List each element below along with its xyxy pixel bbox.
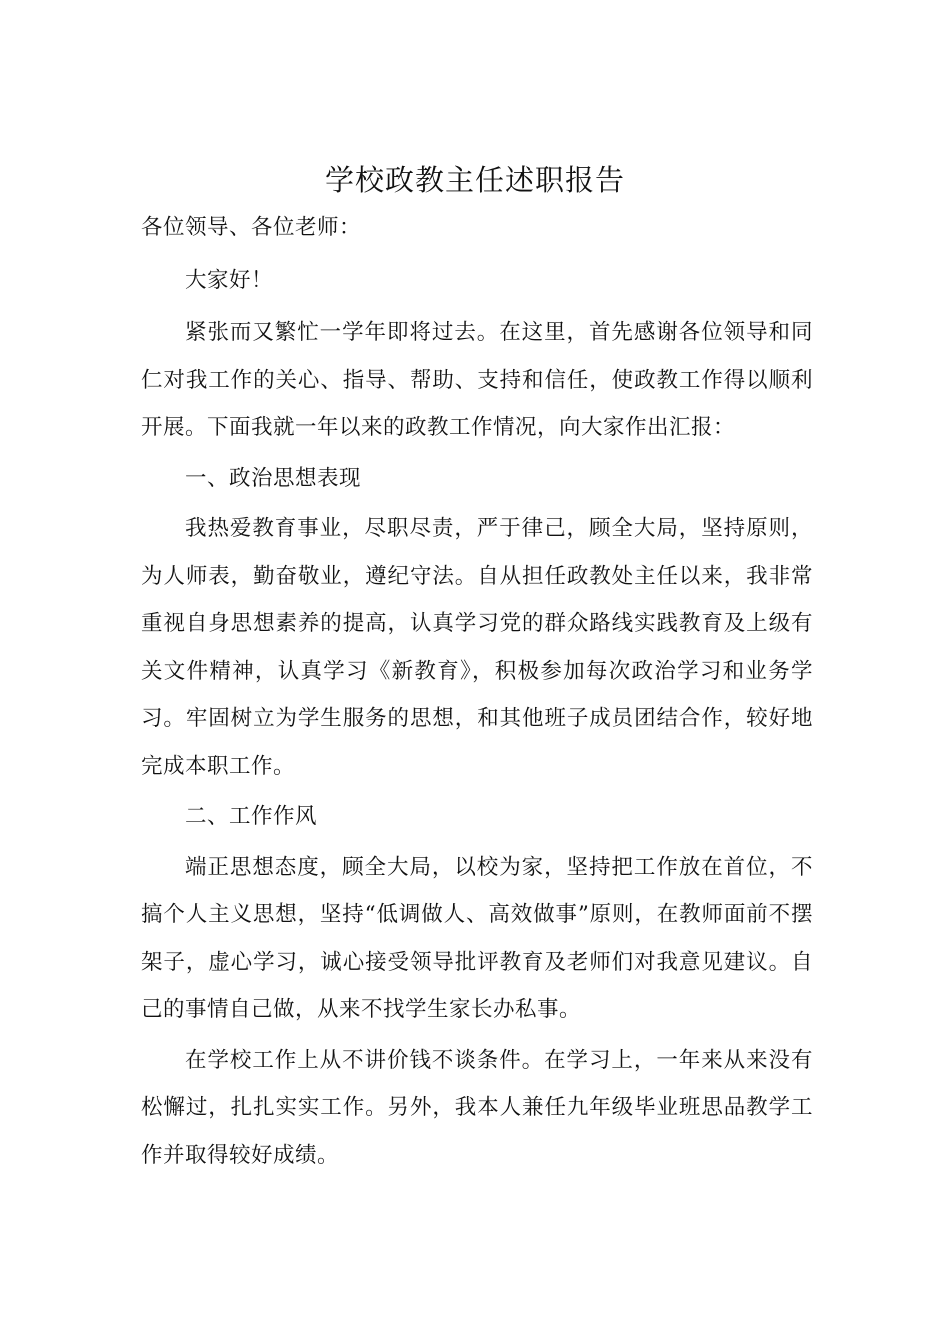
paragraph-intro: 紧张而又繁忙一学年即将过去。在这里，首先感谢各位领导和同仁对我工作的关心、指导、帮助、支持和信任，使政教工作得以顺利开展。下面我就一年以来的政教工作情况，向大家作出汇报：	[141, 320, 813, 440]
paragraph-work-style: 端正思想态度，顾全大局，以校为家，坚持把工作放在首位，不搞个人主义思想，坚持“低调做人、高效做事”原则，在教师面前不摆架子，虚心学习，诚心接受领导批评教育及老师们对我意见建议。自己的事情自己做，从来不找学生家长办私事。	[141, 854, 813, 1022]
salutation: 各位领导、各位老师：	[141, 215, 362, 240]
document-body	[141, 204, 813, 1182]
greeting: 大家好！	[185, 267, 274, 293]
paragraph-political: 我热爱教育事业，尽职尽责，严于律己，顾全大局，坚持原则，为人师表，勤奋敬业，遵纪守法。自从担任政教处主任以来，我非常重视自身思想素养的提高，认真学习党的群众路线实践教育及上级有关文件精神，认真学习《新教育》，积极参加每次政治学习和业务学习。牢固树立为学生服务的思想，和其他班子成员团结合作，较好地完成本职工作。	[141, 516, 813, 779]
section-heading-work-style: 二、工作作风	[185, 804, 318, 829]
section-heading-political: 一、政治思想表现	[185, 465, 362, 491]
paragraph-study: 在学校工作上从不讲价钱不谈条件。在学习上，一年来从来没有松懈过，扎扎实实工作。另外，我本人兼任九年级毕业班思品教学工作并取得较好成绩。	[141, 1047, 813, 1168]
document-title: 学校政教主任述职报告	[324, 163, 625, 197]
